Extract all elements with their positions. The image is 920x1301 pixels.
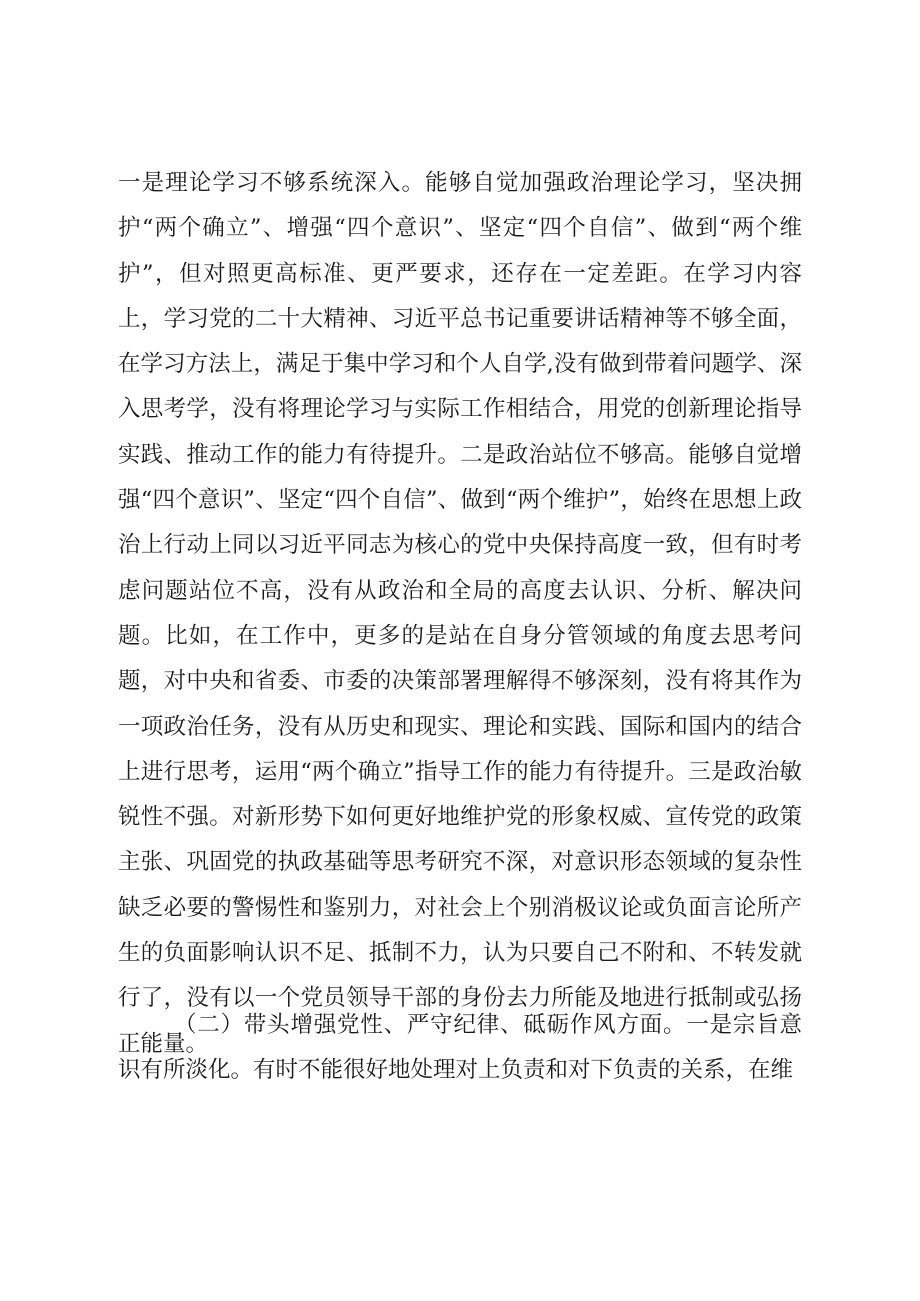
body-paragraph-1: 一是理论学习不够系统深入。能够自觉加强政治理论学习，坚决拥护“两个确立”、增强“四个意识”、坚定“四个自信”、做到“两个维护”，但对照更高标准、更严要求，还存在一定差距。在学习内容上，学习党的二十大精神、习近平总书记重要讲话精神等不够全面，在学习方法上，满足于集中学习和个人自学,没有做到带着问题学、深入思考学，没有将理论学习与实际工作相结合，用党的创新理论指导实践、推动工作的能力有待提升。二是政治站位不够高。能够自觉增强“四个意识”、坚定“四个自信”、做到“两个维护”，始终在思想上政治上行动上同以习近平同志为核心的党中央保持高度一致，但有时考虑问题站位不高，没有从政治和全局的高度去认识、分析、解决问题。比如，在工作中，更多的是站在自身分管领域的角度去思考问题，对中央和省委、市委的决策部署理解得不够深刻，没有将其作为一项政治任务，没有从历史和现实、理论和实践、国际和国内的结合上进行思考，运用“两个确立”指导工作的能力有待提升。三是政治敏锐性不强。对新形势下如何更好地维护党的形象权威、宣传党的政策主张、巩固党的执政基础等思考研究不深，对意识形态领域的复杂性缺乏必要的警惕性和鉴别力，对社会上个别消极议论或负面言论所产生的负面影响认识不足、抵制不力，认为只要自己不附和、不转发就行了，没有以一个党员领导干部的身份去力所能及地进行抵制或弘扬正能量。 bbox=[118, 170, 802, 1057]
body-paragraph-2: （二）带头增强党性、严守纪律、砥砺作风方面。一是宗旨意识有所淡化。有时不能很好地处理对上负责和对下负责的关系，在维 bbox=[118, 1012, 802, 1084]
